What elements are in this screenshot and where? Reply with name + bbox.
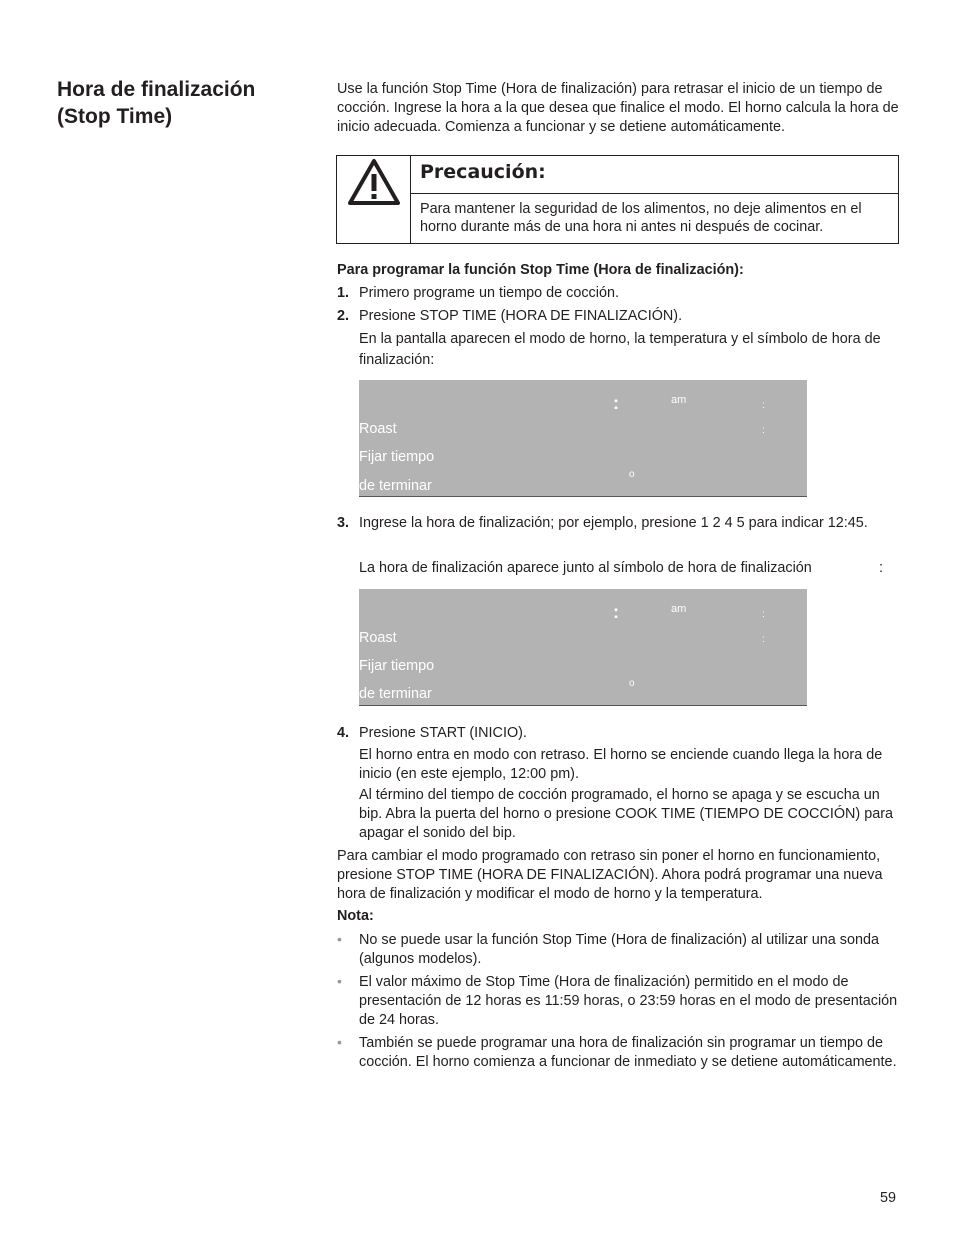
note-item-1: No se puede usar la función Stop Time (Hora de finalización) al utilizar una sonda (algunos modelos).: [359, 932, 879, 967]
display-1-line3: de terminar: [359, 478, 432, 494]
step-2-detail: En la pantalla aparecen el modo de horno, la temperatura y el símbolo de hora de finalización:: [359, 331, 881, 368]
display-1-colon: :: [613, 393, 619, 413]
note-heading: Nota:: [337, 908, 374, 924]
step-4-number: 4.: [337, 725, 350, 741]
display-2-degree: o: [629, 678, 635, 689]
note-item-3: También se puede programar una hora de finalización sin programar un tiempo de cocción. El horno comienza a funcionar de inmediato y se detiene automáticamente.: [359, 1035, 897, 1070]
step-4-detail-1: El horno entra en modo con retraso. El horno se enciende cuando llega la hora de inicio (en este ejemplo, 12:00 pm).: [359, 747, 883, 782]
note-bullet-2: •: [337, 973, 342, 989]
display-1-mode: Roast: [359, 421, 397, 437]
section-title-line2: (Stop Time): [57, 105, 173, 128]
step-1-text: Primero programe un tiempo de cocción.: [359, 285, 619, 301]
section-title-line1: Hora de finalización: [57, 78, 256, 101]
step-2-number: 2.: [337, 308, 350, 324]
change-mode-paragraph: Para cambiar el modo programado con retraso sin poner el horno en funcionamiento, presione STOP TIME (HORA DE FINALIZACIÓN). Ahora podrá programar una nueva hora de finalización y modificar el modo de horno y la temperatura.: [337, 848, 883, 902]
step-2-text: Presione STOP TIME (HORA DE FINALIZACIÓN).: [359, 308, 683, 324]
note-bullet-3: •: [337, 1034, 342, 1050]
display-2-colon: :: [613, 602, 619, 622]
caution-title: Precaución:: [420, 161, 546, 183]
section-title: [57, 76, 317, 130]
display-2-small-colon-2: :: [762, 634, 765, 645]
caution-box: [336, 155, 899, 244]
display-2-small-colon: :: [762, 609, 765, 620]
page-number: 59: [880, 1190, 897, 1206]
step-3-text: Ingrese la hora de finalización; por ejemplo, presione 1 2 4 5 para indicar 12:45.: [359, 515, 868, 531]
note-bullet-1: •: [337, 931, 342, 947]
intro-paragraph: Use la función Stop Time (Hora de finalización) para retrasar el inicio de un tiempo de cocción. Ingrese la hora a la que desea que finalice el modo. El horno calcula la hora de inicio adecuada. Comienza a funcionar y se detiene automáticamente.: [337, 81, 899, 135]
note-item-2: El valor máximo de Stop Time (Hora de finalización) permitido en el modo de presentación de 12 horas es 11:59 horas, o 23:59 horas en el modo de presentación de 24 horas.: [359, 974, 898, 1028]
caution-icon-cell: [337, 156, 411, 243]
step-3-detail-colon: :: [879, 560, 883, 576]
display-2-line2: Fijar tiempo: [359, 658, 435, 674]
display-2-mode: Roast: [359, 630, 397, 646]
step-1-number: 1.: [337, 285, 350, 301]
step-4-detail-2: Al término del tiempo de cocción programado, el horno se apaga y se escucha un bip. Abra la puerta del horno o presione COOK TIME (TIEMPO DE COCCIÓN) para apagar el sonido del bip.: [359, 787, 893, 841]
display-1-degree: o: [629, 469, 635, 480]
display-2-am: am: [671, 603, 687, 615]
display-1-am: am: [671, 394, 687, 406]
display-1-small-colon-2: :: [762, 425, 765, 436]
caution-header: [411, 156, 898, 194]
oven-display-2: [359, 589, 807, 706]
procedure-heading: Para programar la función Stop Time (Hora de finalización):: [337, 262, 744, 278]
warning-triangle-icon: [348, 158, 400, 206]
display-2-line3: de terminar: [359, 686, 432, 702]
step-3-detail: La hora de finalización aparece junto al símbolo de hora de finalización: [359, 560, 812, 576]
caution-text: Para mantener la seguridad de los alimentos, no deje alimentos en el horno durante más de una hora ni antes ni después de cocinar.: [420, 201, 862, 235]
display-1-small-colon: :: [762, 400, 765, 411]
step-3-number: 3.: [337, 515, 350, 531]
oven-display-1: [359, 380, 807, 497]
display-1-line2: Fijar tiempo: [359, 449, 435, 465]
step-4-text: Presione START (INICIO).: [359, 725, 527, 741]
